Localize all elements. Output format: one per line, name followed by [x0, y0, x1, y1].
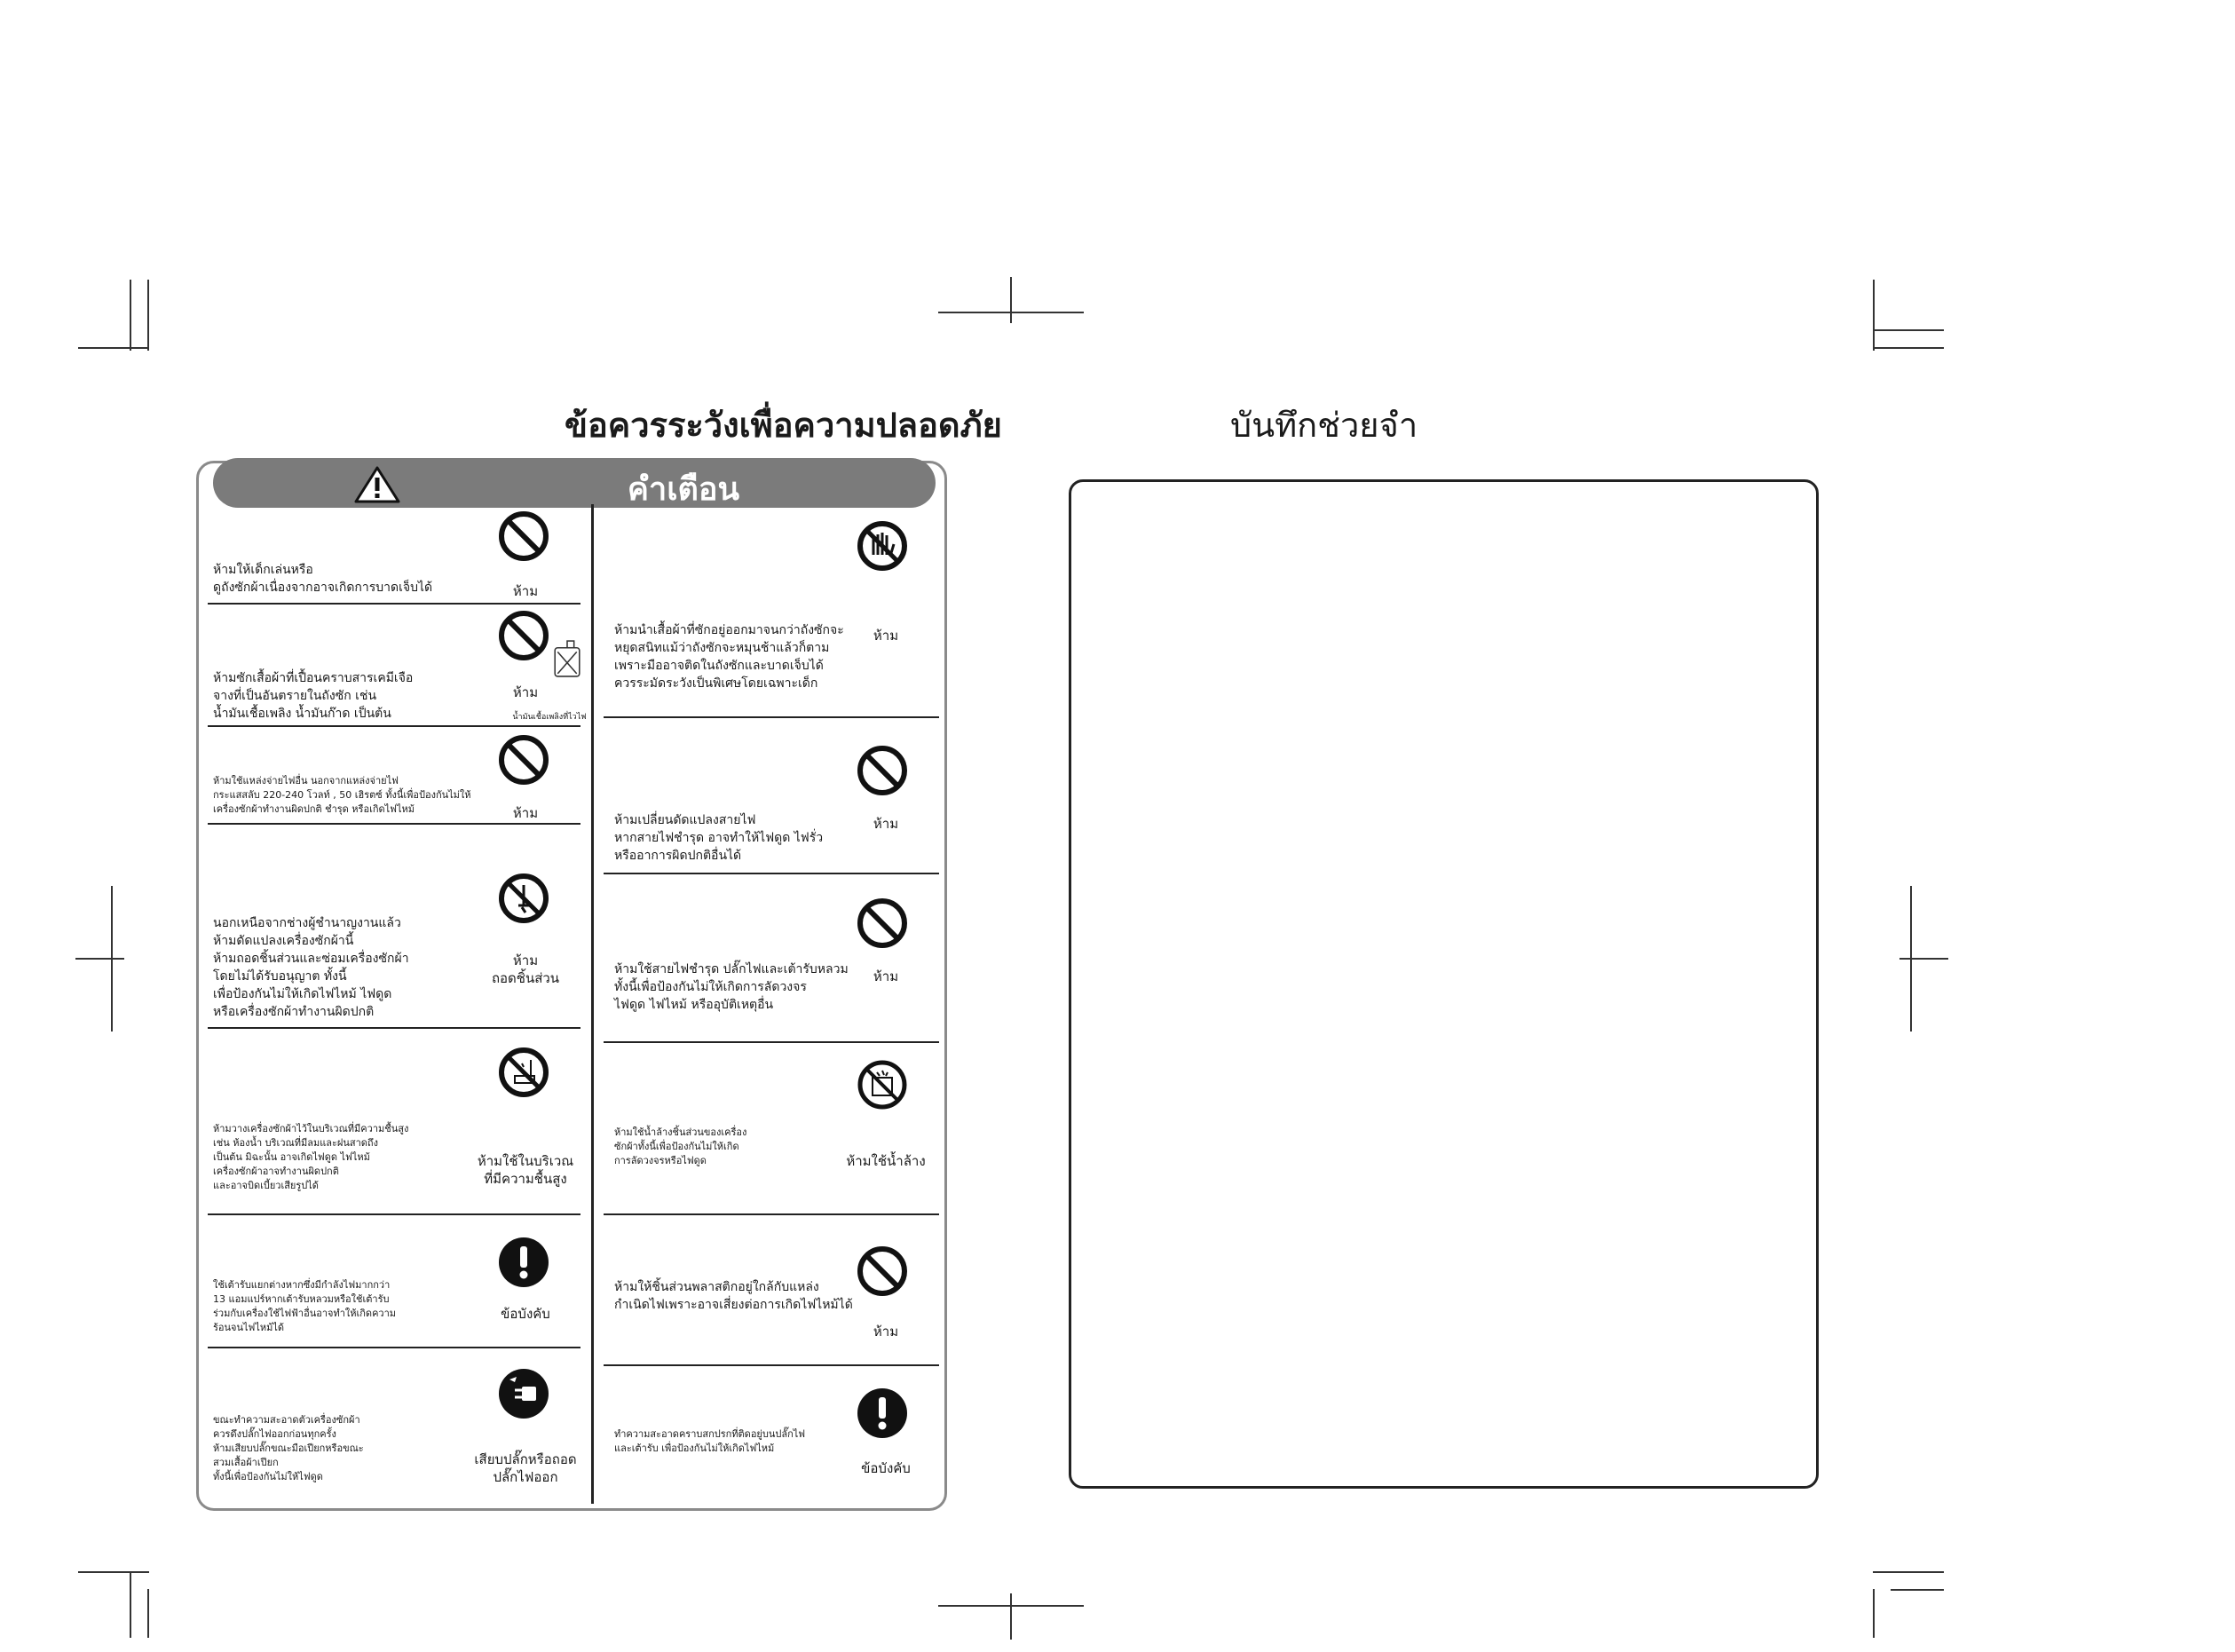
no-water-wash-icon	[856, 1058, 909, 1111]
warning-label	[806, 1459, 966, 1477]
warning-label	[446, 952, 605, 987]
mandatory-icon	[856, 1387, 909, 1440]
warning-text-line: ควรระมัดระวังเป็นพิเศษโดยเฉพาะเด็ก	[614, 676, 818, 691]
warning-text-line: ไฟดูด ไฟไหม้ หรืออุบัติเหตุอื่น	[614, 998, 774, 1012]
warning-text-line: นอกเหนือจากช่างผู้ชำนาญงานแล้ว	[213, 916, 401, 930]
warning-text	[614, 811, 823, 865]
warning-text-line: ห้ามถอดชิ้นส่วนและซ่อมเครื่องซักผ้า	[213, 952, 409, 966]
no-disassembly-icon	[497, 872, 550, 925]
warning-label	[806, 1152, 966, 1170]
warning-text-line: สวมเสื้อผ้าเปียก	[213, 1457, 279, 1468]
row-separator	[604, 1041, 939, 1043]
prohibited-icon	[497, 609, 550, 662]
warning-text	[614, 1427, 805, 1456]
warning-label-line: ห้าม	[512, 684, 539, 700]
warning-text-line: เพราะมืออาจติดในถังซักและบาดเจ็บได้	[614, 659, 824, 673]
warning-label-line: ห้าม	[873, 816, 899, 832]
no-humid-place-icon	[497, 1046, 550, 1099]
warning-text-line: หยุดสนิทแม้ว่าถังซักจะหมุนช้าแล้วก็ตาม	[614, 641, 830, 655]
warning-text	[213, 669, 413, 723]
prohibited-icon	[856, 897, 909, 950]
warning-text-line: ห้ามให้ชิ้นส่วนพลาสติกอยู่ใกล้กับแหล่ง	[614, 1280, 819, 1294]
warning-text-line: ห้ามใช้น้ำล้างชิ้นส่วนของเครื่อง	[614, 1126, 747, 1138]
warning-label-line: ห้าม	[873, 968, 899, 984]
warning-label	[806, 815, 966, 833]
warning-label-line: ถอดชิ้นส่วน	[491, 970, 560, 986]
warning-text-line: หากสายไฟชำรุด อาจทำให้ไฟดูด ไฟรั่ว	[614, 831, 824, 845]
warning-text-line: เครื่องซักผ้าทำงานผิดปกติ ชำรุด หรือเกิดไฟไหม้	[213, 803, 415, 815]
warning-label-line: ที่มีความชื้นสูง	[484, 1171, 567, 1187]
mandatory-icon	[497, 1236, 550, 1289]
row-separator	[208, 823, 580, 825]
warning-text-line: เป็นต้น มิฉะนั้น อาจเกิดไฟดูด ไฟไหม้	[213, 1151, 370, 1163]
warning-label	[806, 627, 966, 644]
prohibited-icon	[856, 744, 909, 797]
warning-text-line: ควรดึงปลั๊กไฟออกก่อนทุกครั้ง	[213, 1428, 336, 1440]
warning-label	[806, 1323, 966, 1340]
warning-text-line: น้ำมันเชื้อเพลิง น้ำมันก๊าด เป็นต้น	[213, 707, 391, 721]
memo-box	[1069, 479, 1819, 1489]
warning-label	[446, 582, 605, 600]
warning-triangle-icon	[353, 465, 401, 504]
warning-text	[213, 914, 409, 1021]
row-separator	[208, 603, 580, 605]
row-separator	[208, 725, 580, 727]
warning-text	[213, 561, 432, 597]
warning-label-line: ห้าม	[873, 1324, 899, 1340]
warning-label	[446, 684, 605, 701]
warning-label-line: ห้าม	[512, 583, 539, 599]
warning-label	[446, 804, 605, 822]
warning-text-line: ใช้เต้ารับแยกต่างหากซึ่งมีกำลังไฟมากกว่า	[213, 1279, 391, 1291]
warning-label	[806, 968, 966, 985]
warning-text	[213, 1278, 396, 1335]
warning-label-line: ข้อบังคับ	[501, 1306, 550, 1322]
warning-label-line: ห้าม	[512, 805, 539, 821]
warning-text-line: ขณะทำความสะอาดตัวเครื่องซักผ้า	[213, 1414, 360, 1426]
row-separator	[208, 1027, 580, 1029]
prohibited-icon	[856, 1245, 909, 1298]
fuel-can-label: น้ำมันเชื้อเพลิงที่ไวไฟ	[512, 713, 587, 722]
warning-text-line: ทั้งนี้เพื่อป้องกันไม่ให้ไฟดูด	[213, 1471, 323, 1482]
page-title: ข้อควรระวังเพื่อความปลอดภัย	[565, 406, 1002, 445]
warning-text-line: และอาจบิดเบี้ยวเสียรูปได้	[213, 1180, 319, 1191]
fuel-can-icon	[547, 632, 588, 685]
prohibited-icon	[497, 510, 550, 563]
warning-label-line: ข้อบังคับ	[861, 1460, 911, 1476]
warning-text	[213, 1122, 408, 1193]
warning-label-line: ห้ามใช้น้ำล้าง	[846, 1153, 926, 1169]
warning-text-line: ดูถังซักผ้าเนื่องจากอาจเกิดการบาดเจ็บได้	[213, 581, 433, 595]
warning-label	[446, 1152, 605, 1188]
warning-label-line: เสียบปลั๊กหรือถอด	[474, 1451, 577, 1467]
warning-text-line: ทั้งนี้เพื่อป้องกันไม่ให้เกิดการลัดวงจร	[614, 980, 807, 994]
warning-label-line: ห้าม	[873, 628, 899, 644]
warning-text-line: หรืออาการผิดปกติอื่นได้	[614, 849, 742, 863]
warning-label	[446, 1305, 605, 1323]
no-touch-icon	[856, 519, 909, 573]
warning-text-line: ห้ามให้เด็กเล่นหรือ	[213, 563, 313, 577]
row-separator	[208, 1213, 580, 1215]
warning-text	[213, 774, 471, 817]
warning-label	[446, 1450, 605, 1486]
unplug-icon	[497, 1367, 550, 1420]
warning-text	[213, 1413, 364, 1484]
warning-text-line: 13 แอมแปร์หากเต้ารับหลวมหรือใช้เต้ารับ	[213, 1293, 390, 1305]
warning-label-line: ปลั๊กไฟออก	[493, 1469, 558, 1485]
row-separator	[604, 716, 939, 718]
warning-banner	[213, 458, 936, 508]
warning-text	[614, 1278, 853, 1314]
warning-label-line: ห้ามใช้ในบริเวณ	[477, 1153, 574, 1169]
warning-text-line: ห้ามนำเสื้อผ้าที่ซักอยู่ออกมาจนกว่าถังซักจะ	[614, 623, 844, 637]
warning-text-line: โดยไม่ได้รับอนุญาต ทั้งนี้	[213, 969, 347, 984]
column-divider	[591, 504, 594, 1504]
row-separator	[604, 1364, 939, 1366]
warning-text-line: ห้ามดัดแปลงเครื่องซักผ้านี้	[213, 934, 354, 948]
warning-text-line: เพื่อป้องกันไม่ให้เกิดไฟไหม้ ไฟดูด	[213, 987, 392, 1001]
warning-text-line: และเต้ารับ เพื่อป้องกันไม่ให้เกิดไฟไหม้	[614, 1443, 775, 1454]
warning-text-line: กระแสสลับ 220-240 โวลท์ , 50 เฮิรตซ์ ทั้งนี้เพื่อป้องกันไม่ให้	[213, 789, 471, 801]
warning-text-line: ห้ามเปลี่ยนดัดแปลงสายไฟ	[614, 813, 756, 827]
warning-text-line: ห้ามวางเครื่องซักผ้าไว้ในบริเวณที่มีความชื้นสูง	[213, 1123, 409, 1134]
warning-text-line: ห้ามใช้สายไฟชำรุด ปลั๊กไฟและเต้ารับหลวม	[614, 962, 849, 976]
warning-text-line: ห้ามซักเสื้อผ้าที่เปื้อนคราบสารเคมีเจือ	[213, 671, 414, 685]
warning-text-line: ห้ามเสียบปลั๊กขณะมือเปียกหรือขณะ	[213, 1443, 364, 1454]
row-separator	[208, 1347, 580, 1348]
warning-text-line: กำเนิดไฟเพราะอาจเสี่ยงต่อการเกิดไฟไหม้ได้	[614, 1298, 853, 1312]
prohibited-icon	[497, 733, 550, 786]
warning-text-line: จางที่เป็นอันตรายในถังซัก เช่น	[213, 689, 377, 703]
row-separator	[604, 873, 939, 874]
warning-text-line: ร่วมกับเครื่องใช้ไฟฟ้าอื่นอาจทำให้เกิดความ	[213, 1308, 397, 1319]
memo-title: บันทึกช่วยจำ	[1230, 406, 1418, 445]
warning-text-line: ร้อนจนไฟไหม้ได้	[213, 1322, 285, 1333]
warning-label-line: ห้าม	[512, 952, 539, 968]
warning-banner-title: คำเตือน	[627, 471, 740, 508]
warning-text-line: การลัดวงจรหรือไฟดูด	[614, 1155, 707, 1166]
warning-text	[614, 1126, 746, 1168]
warning-text-line: ห้ามใช้แหล่งจ่ายไฟอื่น นอกจากแหล่งจ่ายไฟ	[213, 775, 399, 786]
warning-text-line: เช่น ห้องน้ำ บริเวณที่มีลมและฝนสาดถึง	[213, 1137, 378, 1149]
row-separator	[604, 1213, 939, 1215]
warning-text-line: ซักผ้าทั้งนี้เพื่อป้องกันไม่ให้เกิด	[614, 1141, 739, 1152]
warning-text-line: ทำความสะอาดคราบสกปรกที่ติดอยู่บนปลั๊กไฟ	[614, 1428, 806, 1440]
warning-text-line: หรือเครื่องซักผ้าทำงานผิดปกติ	[213, 1005, 375, 1019]
warning-text-line: เครื่องซักผ้าอาจทำงานผิดปกติ	[213, 1166, 339, 1177]
